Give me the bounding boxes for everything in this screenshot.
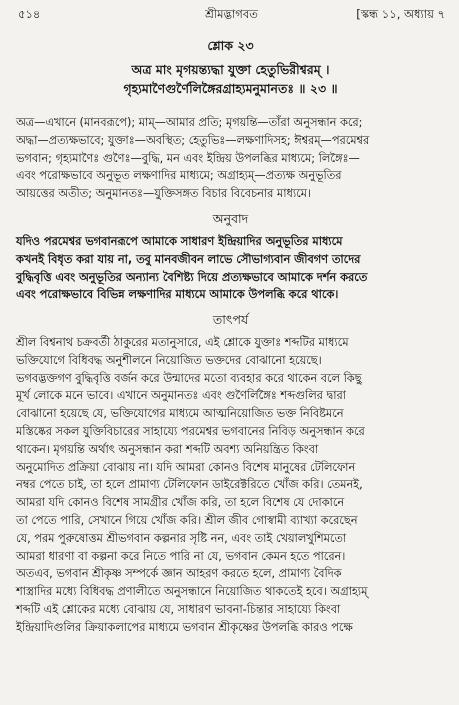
- purport-heading: তাৎপর্য: [212, 312, 249, 327]
- purport-line: নম্বর পেতে চাই, তা হলে প্রামাণ্য টেলিফোন ডাইরেক্টরিতে খোঁজ করি। তেমনই,: [16, 478, 363, 492]
- purport-line: বোঝানো হয়েছে যে, ভক্তিযোগের মাধ্যমে আত্মনিয়োজিত ভক্ত নিবিষ্টমনে: [16, 407, 344, 421]
- purport-line: শ্রীল বিশ্বনাথ চক্রবর্তী ঠাকুরের মতানুসারে, এই শ্লোকে যুক্তাঃ শব্দটির মাধ্যমে: [16, 336, 349, 349]
- section-reference: [স্কন্ধ ১১, অধ্যায় ৭: [356, 7, 445, 21]
- translation-block: [16, 211, 445, 304]
- verse-line-2: গৃহ্যমাণৈগুর্ণৈলিঙ্গৈরগ্রাহ্যমনুমানতঃ ॥ ২৩ ॥: [123, 81, 338, 96]
- synonyms-line: অদ্ধা—প্রত্যক্ষভাবে; যুক্তাঃ—অবস্থিত; হেতুভিঃ—লক্ষণাদিসহ; ঈশ্বরম্—পরমেশ্বর: [16, 133, 370, 147]
- purport-line: ভগবদ্ভক্তগণ বুদ্ধিবৃত্তি বর্জন করে উন্মাদের মতো ব্যবহার করে থাকেন বলে কিছু: [16, 371, 362, 385]
- synonyms-block: [16, 114, 445, 203]
- purport-line: শাস্ত্রাদির মধ্যে বিধিবদ্ধ প্রণালীতে অনুসন্ধানে নিয়োজিত থাকতেই হবে। অগ্রাহ্যম্: [16, 585, 368, 599]
- synonyms-line: এবং পরোক্ষভাবে অনুভূত লক্ষণাদির মাধ্যমে; অগ্রাহ্যম্—প্রত্যক্ষ অনুভূতির: [16, 169, 342, 183]
- purport-line: ইন্দ্রিয়াদিগুলির ক্রিয়াকলাপের মাধ্যমে ভগবান শ্রীকৃষ্ণের উপলব্ধি কারও পক্ষে: [16, 620, 353, 634]
- purport-line: অনুমোদিত প্রক্রিয়া বোঝায় না। যদি আমরা কোনও বিশেষ মানুষের টেলিফোন: [16, 460, 356, 474]
- verse-title: শ্লোক ২৩: [207, 38, 254, 53]
- running-header: [18, 6, 445, 24]
- book-title: শ্রীমদ্ভাগবত: [205, 7, 258, 21]
- translation-line: কখনই বিধৃত করা যায় না, তবু মানবজীবন লাভে সৌভাগ্যবান জীবগণ তাদের: [16, 252, 361, 266]
- page-number: ৫১৪: [18, 7, 41, 21]
- purport-line: ভক্তিযোগে বিধিবদ্ধ অনুশীলনে নিয়োজিত ভক্তদের বোঝানো হয়েছে।: [16, 353, 322, 367]
- verse-block: [16, 38, 445, 98]
- purport-line: মস্তিষ্কের সকল যুক্তিবিচারের সাহায্যে পরমেশ্বর ভগবানের নিবিড় অনুসন্ধান করে: [16, 424, 365, 438]
- translation-heading: অনুবাদ: [212, 211, 249, 226]
- purport-line: যে, পরম পুরুষোত্তম শ্রীভগবান কল্পনার সৃষ্টি নন, এবং তাই খেয়ালখুশিমতো: [16, 531, 347, 545]
- purport-line: থাকেন। মৃগয়ন্তি অর্থাৎ অনুসন্ধান করা শব্দটি অবশ্য অনিয়ন্ত্রিত কিংবা: [16, 442, 319, 456]
- purport-line: আমরা যদি কোনও বিশেষ সামগ্রীর খোঁজ করি, তা হলে বিশেষ যে দোকানে: [16, 496, 345, 510]
- synonyms-line: ভগবান; গৃহ্যমাণৈঃ গুণৈঃ—বুদ্ধি, মন এবং ইন্দ্রিয় উপলব্ধির মাধ্যমে; লিঙ্গৈঃ—: [16, 151, 360, 165]
- translation-line: বুদ্ধিবৃত্তি এবং অনুভূতির অন্যান্য বৈশিষ্ট্য দিয়ে প্রত্যক্ষভাবে আমাকে দর্শন করতে: [16, 270, 368, 284]
- synonyms-line: আয়ত্তের অতীত; অনুমানতঃ—যুক্তিসঙ্গত বিচার বিবেচনার মাধ্যমে।: [16, 187, 311, 201]
- purport-line: অতএব, ভগবান শ্রীকৃষ্ণ সম্পর্কে জ্ঞান আহরণ করতে হলে, প্রামাণ্য বৈদিক: [16, 567, 342, 581]
- verse-line-1: অত্র মাং মৃগয়ন্ত্যদ্ধা যুক্তা হেতুভিরীশ্বরম্ ।: [131, 62, 330, 77]
- synonyms-line: অত্র—এখানে (মানবরূপে); মাম্—আমার প্রতি; মৃগয়ন্তি—তাঁরা অনুসন্ধান করে;: [16, 116, 363, 129]
- purport-line: শব্দটি এই শ্লোকের মধ্যে বোঝায় যে, সাধারণ ভাবনা-চিন্তার সাহায্যে কিংবা: [16, 602, 341, 616]
- purport-block: [16, 312, 445, 637]
- translation-line: যদিও পরমেশ্বর ভগবানরূপে আমাকে সাধারণ ইন্দ্রিয়াদির অনুভূতির মাধ্যমে: [16, 235, 343, 248]
- purport-line: আমরা ধারণা বা কল্পনা করে নিতে পারি না যে, ভগবান কেমন হতে পারেন।: [16, 549, 346, 563]
- purport-line: মূর্খ লোকে মনে ভাবে। এখানে অনুমানতঃ এবং গুণৈর্লিঙ্গৈঃ শব্দগুলির দ্বারা: [16, 389, 346, 403]
- purport-line: তা পেতে পারি, সেখানে গিয়ে খোঁজ করি। শ্রীল জীব গোস্বামী ব্যাখ্যা করেছেন: [16, 513, 358, 527]
- translation-line: এবং পরোক্ষভাবে বিভিন্ন লক্ষণাদির মাধ্যমে আমাকে উপলব্ধি করে থাকে।: [16, 288, 339, 302]
